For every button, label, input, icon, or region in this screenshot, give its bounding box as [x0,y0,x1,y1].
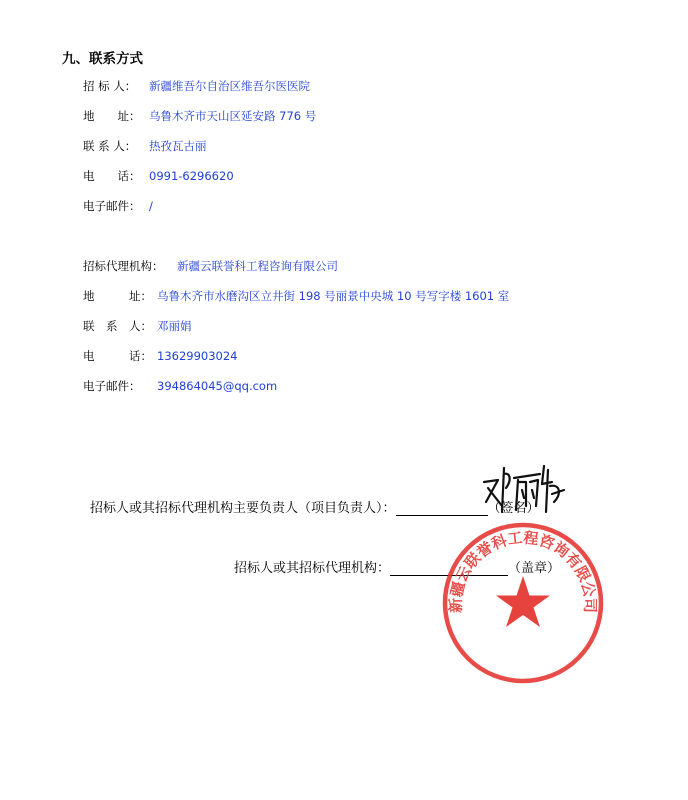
tenderer-phone: 0991-6296620 [149,169,234,183]
agency-contact-label: 联 系 人： [83,319,152,333]
tenderer-phone-label: 电 话： [83,169,141,183]
agency-contact-row [83,318,192,334]
tenderer-contact: 热孜瓦古丽 [149,139,207,153]
agency-email: 394864045@qq.com [157,379,278,393]
person-signature-line [90,497,540,516]
tenderer-address-label: 地 址： [83,109,141,123]
person-signature-blank [396,501,488,516]
person-signature-label: 招标人或其招标代理机构主要负责人（项目负责人）： [90,501,396,516]
agency-address-label: 地 址： [83,289,152,303]
agency-address: 乌鲁木齐市水磨沟区立井街 198 号丽景中央城 10 号写字楼 1601 室 [157,289,510,303]
agency-email-row [83,378,277,394]
tenderer-name-label: 招 标 人： [83,79,137,93]
agency-name-label: 招标代理机构： [83,259,164,273]
tenderer-name-row [83,78,310,94]
agency-name: 新疆云联誉科工程咨询有限公司 [177,259,338,273]
company-seal-icon [440,520,606,686]
tenderer-address: 乌鲁木齐市天山区延安路 776 号 [149,109,317,123]
seal-text: 新疆云联誉科工程咨询有限公司 [446,528,600,613]
section-title: 九、联系方式 [62,51,143,67]
org-seal-suffix: （盖章） [508,561,561,576]
agency-phone-label: 电 话： [83,349,152,363]
agency-email-label: 电子邮件： [83,379,141,393]
handwritten-signature-icon [478,460,568,520]
tenderer-contact-label: 联 系 人： [83,139,137,153]
person-signature-suffix: （签名） [487,501,540,516]
tenderer-phone-row [83,168,234,184]
agency-phone: 13629903024 [157,349,238,363]
org-seal-label: 招标人或其招标代理机构： [234,561,391,576]
tenderer-name: 新疆维吾尔自治区维吾尔医医院 [149,79,310,93]
tenderer-email-label: 电子邮件： [83,199,141,213]
tenderer-email-row [83,198,153,214]
tenderer-address-row [83,108,316,124]
tenderer-contact-row [83,138,207,154]
agency-address-row [83,288,509,304]
tenderer-email: / [149,199,153,213]
agency-name-row [83,258,338,274]
agency-phone-row [83,348,237,364]
agency-contact: 邓丽娟 [157,319,192,333]
